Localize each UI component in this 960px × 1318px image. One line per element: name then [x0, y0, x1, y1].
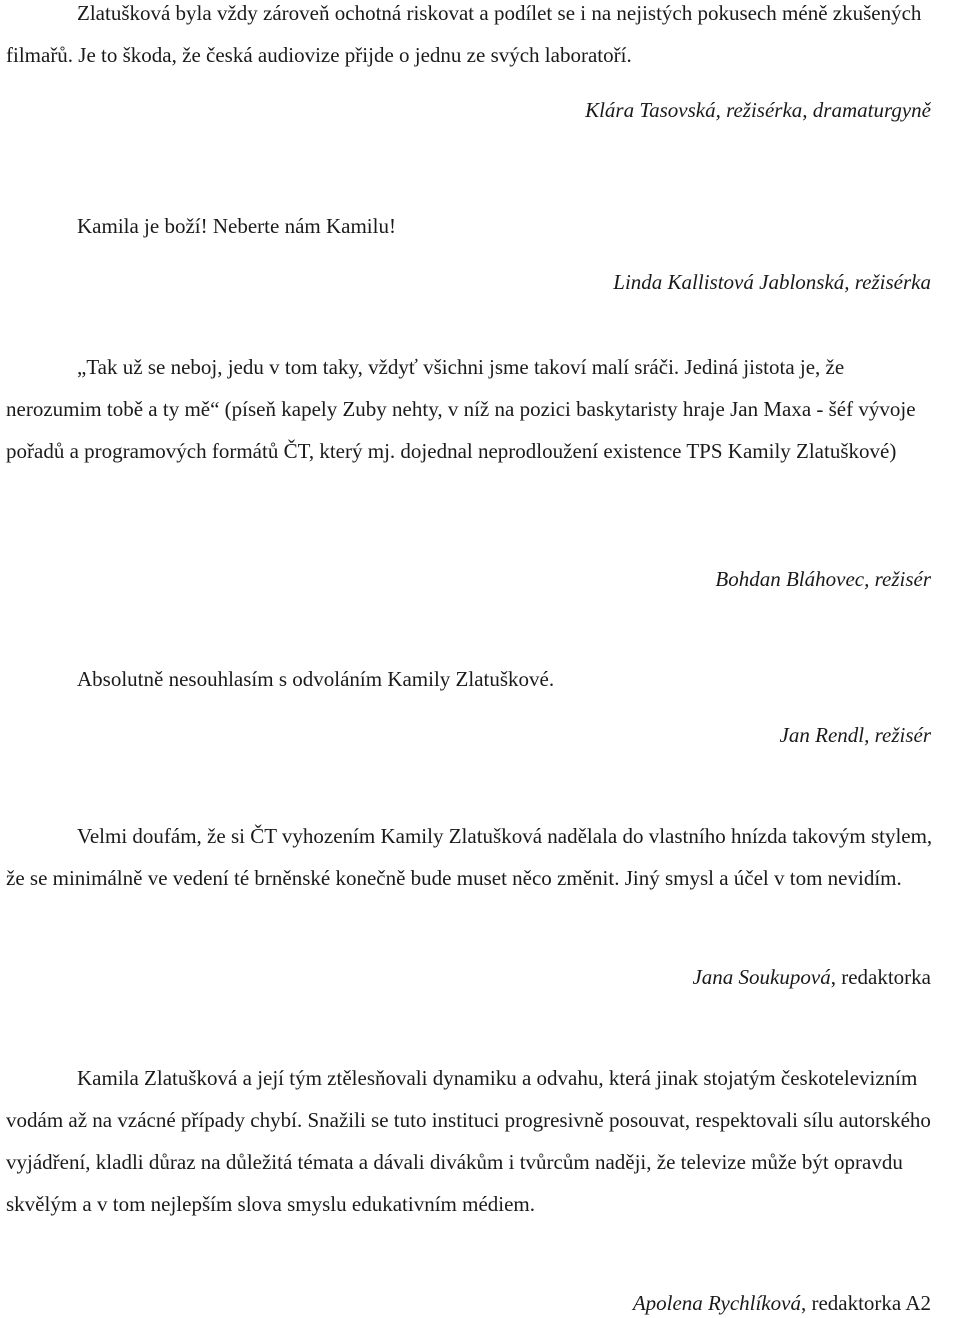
- quote-signature: [585, 95, 931, 125]
- quote-text: Zlatušková byla vždy zároveň ochotná riskovat a podílet se i na nejistých pokusech méně zkušených filmařů. Je to škoda, že česká audiovize přijde o jednu ze svých laboratoří.: [6, 1, 922, 67]
- quote-signature: [780, 720, 931, 750]
- quote-text: Absolutně nesouhlasím s odvoláním Kamily Zlatuškové.: [77, 667, 555, 691]
- quote-role: , redaktorka A2: [800, 1291, 931, 1315]
- quote-author: Klára Tasovská: [585, 98, 716, 122]
- quote-role: , redaktorka: [830, 965, 931, 989]
- quote-text: Velmi doufám, že si ČT vyhozením Kamily Zlatušková nadělala do vlastního hnízda takovým stylem, že se minimálně ve vedení té brněnské konečně bude muset něco změnit. Jiný smysl a účel v tom nevidím.: [6, 824, 933, 890]
- quote-role: , režisérka, dramaturgyně: [715, 98, 931, 122]
- quote-role: , režisér: [864, 567, 931, 591]
- quote-signature: [613, 267, 931, 297]
- quote-text: Kamila je boží! Neberte nám Kamilu!: [77, 214, 396, 238]
- quote-text: „Tak už se neboj, jedu v tom taky, vždyť všichni jsme takoví malí sráči. Jediná jistota je, že nerozumim tobě a ty mě“ (píseň kapely Zuby nehty, v níž na pozici baskytaristy hraje Jan Maxa - šéf vývoje pořadů a programových formátů ČT, který mj. dojednal neprodloužení existence TPS Kamily Zlatuškové): [6, 355, 916, 463]
- quote-signature: [692, 962, 931, 992]
- quote-role: , režisér: [864, 723, 931, 747]
- quote-author: Bohdan Bláhovec: [715, 567, 865, 591]
- quote-text: Kamila Zlatušková a její tým ztělesňovali dynamiku a odvahu, která jinak stojatým českotelevizním vodám až na vzácné případy chybí. Snažili se tuto instituci progresivně posouvat, respektovali sílu autorského vyjádření, kladli důraz na důležitá témata a dávali divákům i tvůrcům naději, že televize může být opravdu skvělým a v tom nejlepším slova smyslu edukativním médiem.: [6, 1066, 931, 1216]
- quote-author: Jan Rendl: [779, 723, 865, 747]
- quote-role: , režisérka: [844, 270, 931, 294]
- quote-author: Linda Kallistová Jablonská: [613, 270, 845, 294]
- quote-author: Apolena Rychlíková: [632, 1291, 801, 1315]
- quote-signature: [633, 1288, 931, 1318]
- quote-author: Jana Soukupová: [692, 965, 831, 989]
- quote-signature: [715, 564, 931, 594]
